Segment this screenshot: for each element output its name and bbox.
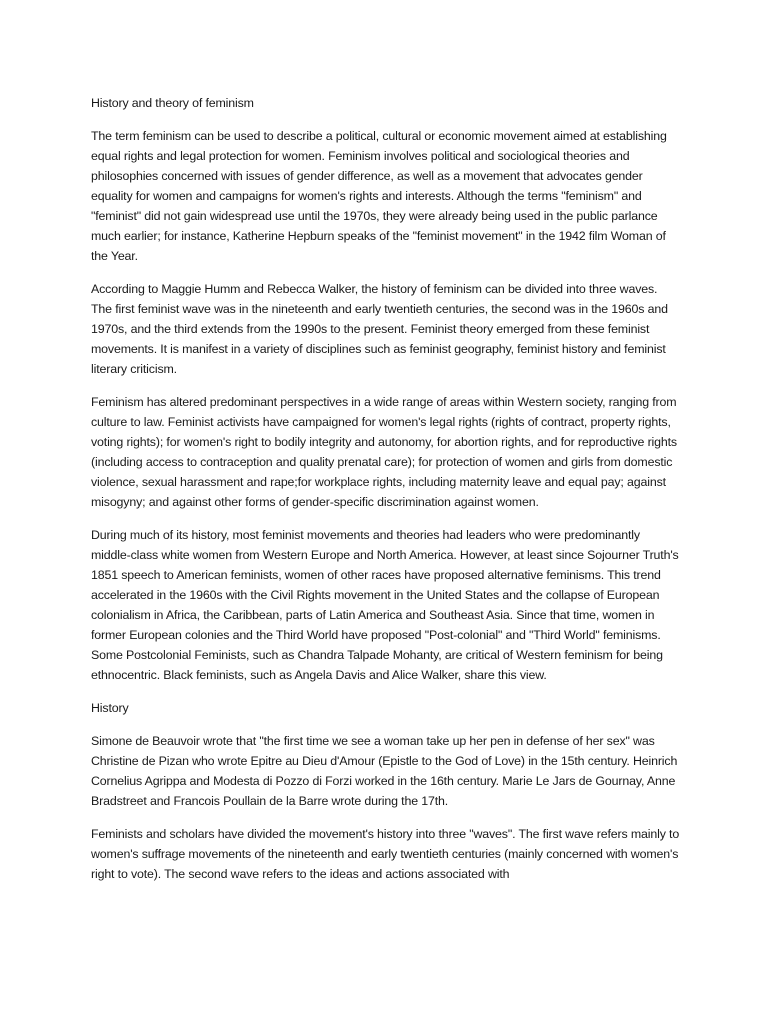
paragraph-three-waves: According to Maggie Humm and Rebecca Walker, the history of feminism can be divided into three waves. The first feminist wave was in the nineteenth and early twentieth centuries, the second was in the 1960s and 1970s, and the third extends from the 1990s to the present. Feminist theory emerged from these feminist movements. It is manifest in a variety of disciplines such as feminist geography, feminist history and feminist literary criticism.	[91, 282, 668, 376]
paragraph-waves-history: Feminists and scholars have divided the movement's history into three "waves". The first wave refers mainly to women's suffrage movements of the nineteenth and early twentieth centuries (mainly concerned with women's right to vote). The second wave refers to the ideas and actions associated with	[91, 827, 680, 881]
document-body	[91, 93, 681, 897]
paragraph-middle-class-leaders: During much of its history, most feminist movements and theories had leaders who were predominantly middle-class white women from Western Europe and North America. However, at least since Sojourner Truth's 1851 speech to American feminists, women of other races have proposed alternative feminisms. This trend accelerated in the 1960s with the Civil Rights movement in the United States and the collapse of European colonialism in Africa, the Caribbean, parts of Latin America and Southeast Asia. Since that time, women in former European colonies and the Third World have proposed "Post-colonial" and "Third World" feminisms. Some Postcolonial Feminists, such as Chandra Talpade Mohanty, are critical of Western feminism for being ethnocentric. Black feminists, such as Angela Davis and Alice Walker, share this view.	[91, 528, 679, 682]
paragraph-altered-perspectives: Feminism has altered predominant perspectives in a wide range of areas within Western society, ranging from culture to law. Feminist activists have campaigned for women's legal rights (rights of contract, property rights, voting rights); for women's right to bodily integrity and autonomy, for abortion rights, and for reproductive rights (including access to contraception and quality prenatal care); for protection of women and girls from domestic violence, sexual harassment and rape;for workplace rights, including maternity leave and equal pay; against misogyny; and against other forms of gender-specific discrimination against women.	[91, 395, 677, 509]
document-title: History and theory of feminism	[91, 96, 254, 110]
paragraph-de-beauvoir: Simone de Beauvoir wrote that "the first time we see a woman take up her pen in defense of her sex" was Christine de Pizan who wrote Epitre au Dieu d'Amour (Epistle to the God of Love) in the 15th century. Heinrich Cornelius Agrippa and Modesta di Pozzo di Forzi worked in the 16th century. Marie Le Jars de Gournay, Anne Bradstreet and Francois Poullain de la Barre wrote during the 17th.	[91, 734, 678, 808]
section-heading-history: History	[91, 701, 129, 715]
paragraph-term-feminism: The term feminism can be used to describe a political, cultural or economic movement aimed at establishing equal rights and legal protection for women. Feminism involves political and sociological theories and philosophies concerned with issues of gender difference, as well as a movement that advocates gender equality for women and campaigns for women's rights and interests. Although the terms "feminism" and "feminist" did not gain widespread use until the 1970s, they were already being used in the public parlance much earlier; for instance, Katherine Hepburn speaks of the "feminist movement" in the 1942 film Woman of the Year.	[91, 129, 667, 263]
